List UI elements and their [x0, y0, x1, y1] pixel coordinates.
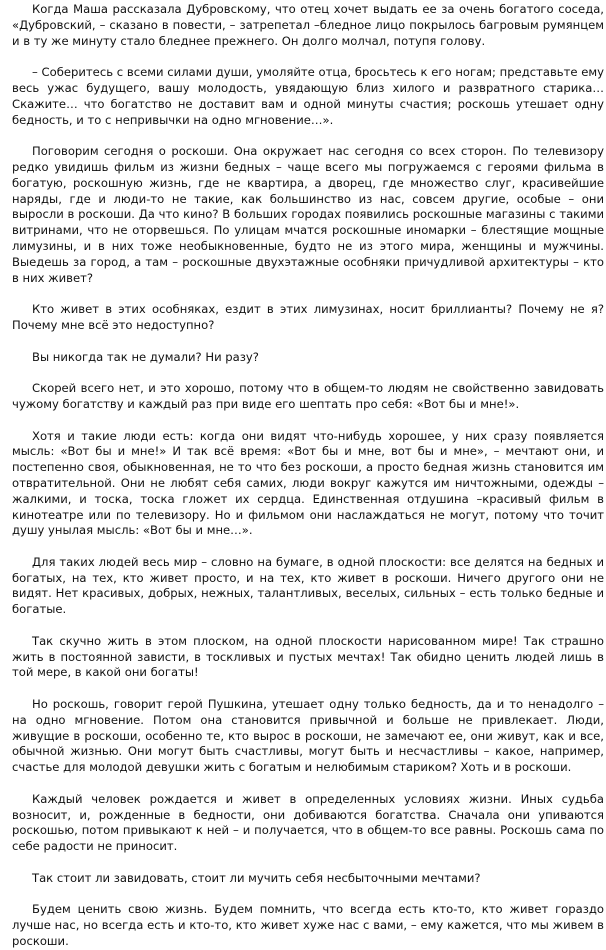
paragraph-4: Кто живет в этих особняках, ездит в этих лимузинах, носит бриллианты? Почему не я? Почему мне всё это недоступно? [12, 302, 604, 332]
paragraph-13: Будем ценить свою жизнь. Будем помнить, что всегда есть кто-то, кто живет гораздо лучше нас, но всегда есть и кто-то, кто живет хуже нас с вами, – ему кажется, что мы живем в роскоши. [12, 902, 604, 949]
paragraph-2: – Соберитесь с всеми силами души, умоляйте отца, бросьтесь к его ногам; представьте ему весь ужас будущего, вашу молодость, увядающую близ хилого и развратного старика… Скажите… что богатство не доставит вам и одной минуты счастия; роскошь утешает одну бедность, и то с непривычки на одно мгновение…». [12, 65, 604, 127]
paragraph-8: Для таких людей весь мир – словно на бумаге, в одной плоскости: все делятся на бедных и богатых, на тех, кто живет просто, и на тех, кто живет в роскоши. Ничего другого они не видят. Нет красивых, добрых, нежных, талантливых, веселых, сильных – есть только бедные и богатые. [12, 554, 604, 617]
paragraph-10: Но роскошь, говорит герой Пушкина, утешает одну только бедность, да и то ненадолго – на одно мгновение. Потом она становится привычной и больше не привлекает. Люди, живущие в роскоши, особенно те, кто вырос в роскоши, не замечают ее, они живут, как и все, обычной жизнью. Они могут быть счастливы, могут быть и несчастливы – какое, например, счастье для молодой девушки жить с богатым и нелюбимым стариком? Хоть и в роскоши. [12, 697, 604, 775]
paragraph-3: Поговорим сегодня о роскоши. Она окружает нас сегодня со всех сторон. По телевизору редко увидишь фильм из жизни бедных – чаще всего мы погружаемся с героями фильма в богатую, роскошную жизнь, где не квартира, а дворец, где множество слуг, красивейшие наряды, где и люди-то не такие, как большинство из нас, совсем другие, особые – они выросли в роскоши. Да что кино? В больших городах появились роскошные магазины с такими витринами, что не оторвешься. По улицам мчатся роскошные иномарки – блестящие мощные лимузины, и в них тоже необыкновенные, будто не из этого мира, женщины и мужчины. Выедешь за город, а там – роскошные двухэтажные особняки причудливой архитектуры – кто в них живет? [12, 144, 604, 285]
article-text [12, 2, 604, 950]
paragraph-1: Когда Маша рассказала Дубровскому, что отец хочет выдать ее за очень богатого соседа, «Дубровский, – сказано в повести, – затрепетал –бледное лицо покрылось багровым румянцем и в ту же минуту стало бледнее прежнего. Он долго молчал, потупя голову. [12, 2, 604, 48]
paragraph-12: Так стоит ли завидовать, стоит ли мучить себя несбыточными мечтами? [32, 870, 481, 885]
paragraph-7: Хотя и такие люди есть: когда они видят что-нибудь хорошее, у них сразу появляется мысль: «Вот бы и мне!» И так всё время: «Вот бы и мне, вот бы и мне», – мечтают они, и постепенно своя, обыкновенная, не то что без роскоши, а просто бедная жизнь становится им отвратительной. Они не любят себя самих, люди вокруг кажутся им ничтожными, одежды –жалкими, и тоска, тоска гложет их сердца. Единственная отдушина –красивый фильм в кинотеатре или по телевизору. Но и фильмом они наслаждаться не могут, потому что точит душу унылая мысль: «Вот бы и мне…». [12, 428, 604, 538]
paragraph-11: Каждый человек рождается и живет в определенных условиях жизни. Иных судьба возносит, и, рожденные в бедности, они добиваются богатства. Сначала они упиваются роскошью, потом привыкают к ней – и получается, что в общем-то все равны. Роскошь сама по себе радости не приносит. [12, 791, 604, 854]
paragraph-5: Вы никогда так не думали? Ни разу? [32, 349, 259, 364]
paragraph-6: Скорей всего нет, и это хорошо, потому что в общем-то людям не свойственно завидовать чужому богатству и каждый раз при виде его шептать про себя: «Вот бы и мне!». [12, 381, 604, 411]
paragraph-9: Так скучно жить в этом плоском, на одной плоскости нарисованном мире! Так страшно жить в постоянной зависти, в тоскливых и пустых мечтах! Так обидно ценить людей лишь в той мере, в какой они богаты! [12, 633, 604, 680]
